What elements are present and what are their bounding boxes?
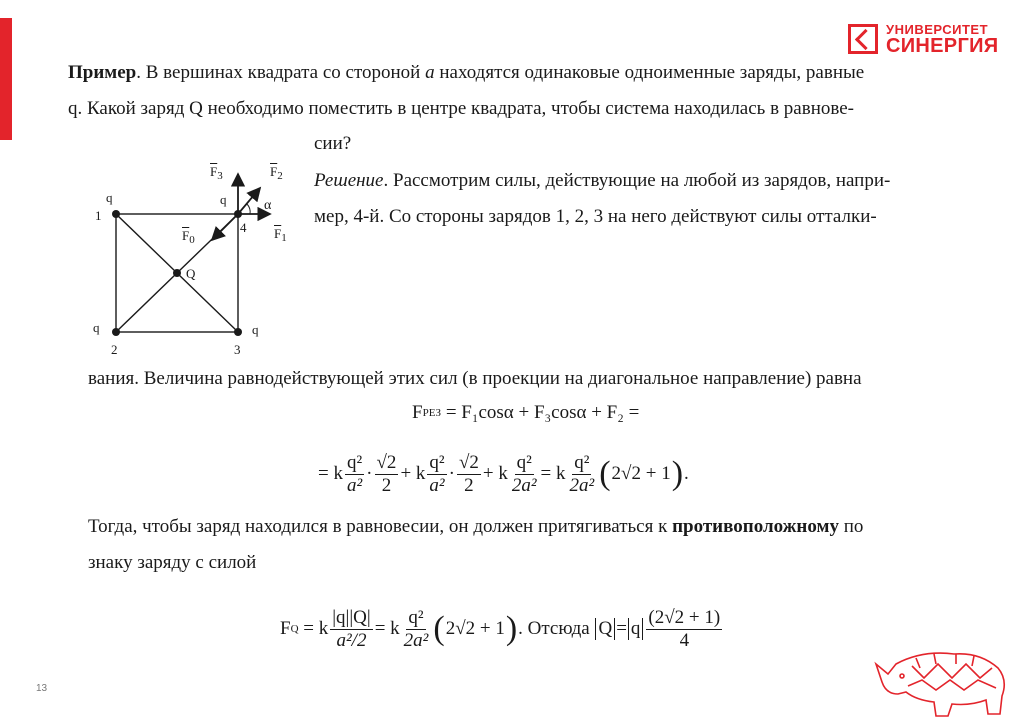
conclusion-line-1: Тогда, чтобы заряд находился в равновесии, он должен притягиваться к противоположному по: [88, 516, 864, 537]
label-n3: 3: [234, 342, 241, 357]
label-F2: $\overline{F}_2$: [270, 164, 283, 182]
logo-line2: СИНЕРГИЯ: [886, 34, 999, 57]
problem-line-1: Пример. В вершинах квадрата со стороной a находятся одинаковые одноименные заряды, равные: [68, 62, 865, 83]
label-alpha: α: [264, 198, 272, 213]
square-charges-diagram: [80, 150, 310, 370]
label-q3: q: [252, 322, 259, 337]
university-logo: [848, 22, 998, 56]
label-n4: 4: [240, 220, 247, 235]
charge-2-dot: [112, 328, 120, 336]
accent-bar: [0, 18, 12, 140]
solution-line-3: вания. Величина равнодействующей этих сил (в проекции на диагональное направление) равна: [88, 368, 862, 389]
solution-line-2: мер, 4-й. Со стороны зарядов 1, 2, 3 на него действуют силы отталки-: [314, 206, 877, 227]
label-n1: 1: [95, 208, 102, 223]
center-charge-dot: [173, 269, 181, 277]
solution-label: Решение: [314, 170, 384, 191]
force-F2-arrow: [238, 188, 260, 214]
rhino-mascot-icon: [872, 634, 1012, 720]
bold-term: противоположному: [672, 516, 839, 537]
problem-line-3: сии?: [314, 133, 352, 154]
formula-center-charge: F Q = k $\frac{|q||Q|}{\text{a²/2}}$ = k $\frac{\text{q²}}{\text{2a²}}$ ( 2√2 + 1 ) . Отсюда Q = q $\frac{(2√2 + 1)}{4}$: [280, 606, 721, 651]
charge-4-dot: [234, 210, 242, 218]
problem-lead: Пример: [68, 62, 137, 83]
formula-resultant: F РЕЗ = F₁cosα + F₃cosα + F₂ =: [412, 402, 640, 423]
label-q2: q: [93, 320, 100, 335]
alpha-arc: [247, 204, 250, 214]
problem-line-2: q. Какой заряд Q необходимо поместить в центре квадрата, чтобы система находилась в равнове-: [68, 98, 854, 119]
label-n2: 2: [111, 342, 118, 357]
charge-1-dot: [112, 210, 120, 218]
conclusion-line-2: знаку заряду с силой: [88, 552, 257, 573]
synergy-logo-icon: [848, 24, 878, 54]
label-F0: $\overline{F}_0$: [182, 228, 195, 246]
logo-line1: УНИВЕРСИТЕТ: [886, 21, 989, 37]
label-F1: $\overline{F}_1$: [274, 226, 287, 244]
solution-line-1: Решение. Рассмотрим силы, действующие на любой из зарядов, напри-: [314, 170, 891, 191]
charge-3-dot: [234, 328, 242, 336]
label-F3: $\overline{F}_3$: [210, 164, 223, 182]
force-F0-arrow: [212, 214, 238, 240]
label-q1: q: [106, 190, 113, 205]
label-center-Q: Q: [186, 266, 196, 281]
page-number: 13: [36, 683, 48, 694]
label-q4: q: [220, 192, 227, 207]
formula-expansion: = k $\frac{\text{q²}}{\text{a²}}$ · $\frac{√2}{2}$ + k $\frac{\text{q²}}{\text{a²}}$ · $\frac{√2}{2}$ + k $\frac{\text{q²}}{\text{2a²}}$ = k $\frac{\text{q²}}{\text{2a²}}$ ( 2√2 + 1 ) .: [318, 451, 689, 496]
